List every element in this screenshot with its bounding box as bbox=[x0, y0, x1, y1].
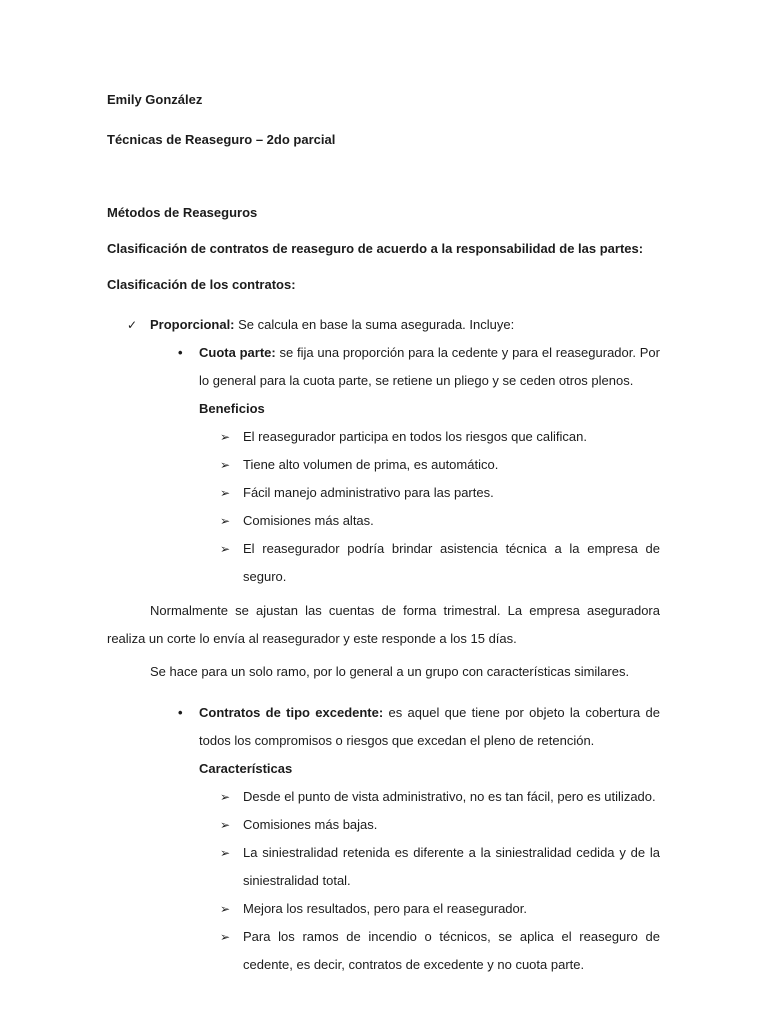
benefit-item bbox=[107, 423, 660, 451]
list-item-text bbox=[199, 339, 660, 395]
document-content bbox=[107, 86, 660, 979]
heading-classification: Clasificación de contratos de reaseguro de acuerdo a la responsabilidad de las partes: bbox=[107, 241, 644, 256]
characteristic-text: La siniestralidad retenida es diferente a la siniestralidad cedida y de la siniestralidad total. bbox=[243, 845, 660, 888]
benefit-text: Fácil manejo administrativo para las partes. bbox=[243, 485, 494, 500]
heading-methods: Métodos de Reaseguros bbox=[107, 205, 258, 220]
arrow-bullet-icon: ➢ bbox=[220, 458, 231, 472]
checkmark-icon: ✓ bbox=[127, 318, 138, 332]
benefit-text: El reasegurador participa en todos los riesgos que califican. bbox=[243, 429, 587, 444]
benefit-text: El reasegurador podría brindar asistencia técnica a la empresa de seguro. bbox=[243, 541, 660, 584]
bullet-icon: • bbox=[178, 345, 183, 360]
benefit-item bbox=[107, 479, 660, 507]
benefit-text: Comisiones más altas. bbox=[243, 513, 374, 528]
arrow-bullet-icon: ➢ bbox=[220, 542, 231, 556]
arrow-bullet-icon: ➢ bbox=[220, 902, 231, 916]
cuota-parte-text: se fija una proporción para la cedente y para el reasegurador. Por lo general para la cuota parte, se retiene un pliego y se ceden otros plenos. bbox=[199, 345, 660, 388]
list-item-cuota-parte bbox=[107, 339, 660, 395]
arrow-bullet-icon: ➢ bbox=[220, 790, 231, 804]
arrow-bullet-icon: ➢ bbox=[220, 930, 231, 944]
characteristic-text: Para los ramos de incendio o técnicos, se aplica el reaseguro de cedente, es decir, contratos de excedente y no cuota parte. bbox=[243, 929, 660, 972]
list-item-proporcional bbox=[107, 311, 660, 339]
characteristics-heading: Características bbox=[199, 761, 293, 776]
characteristic-item bbox=[107, 783, 660, 811]
characteristic-text: Comisiones más bajas. bbox=[243, 817, 378, 832]
benefit-item bbox=[107, 507, 660, 535]
characteristic-item bbox=[107, 923, 660, 979]
proporcional-label: Proporcional: bbox=[150, 317, 235, 332]
excedente-text: es aquel que tiene por objeto la cobertura de todos los compromisos o riesgos que excedan el pleno de retención. bbox=[199, 705, 660, 748]
proporcional-text: Se calcula en base la suma asegurada. Incluye: bbox=[238, 317, 515, 332]
excedente-label: Contratos de tipo excedente: bbox=[199, 705, 384, 720]
arrow-bullet-icon: ➢ bbox=[220, 486, 231, 500]
list-item-excedente bbox=[107, 699, 660, 755]
list-item-text bbox=[150, 311, 660, 339]
author-name: Emily González bbox=[107, 92, 203, 107]
paragraph-ramo: Se hace para un solo ramo, por lo general a un grupo con características similares. bbox=[150, 664, 630, 679]
characteristic-item bbox=[107, 895, 660, 923]
subheading-contracts: Clasificación de los contratos: bbox=[107, 277, 296, 292]
document-title: Técnicas de Reaseguro – 2do parcial bbox=[107, 132, 336, 147]
characteristic-item bbox=[107, 839, 660, 895]
characteristic-text: Desde el punto de vista administrativo, no es tan fácil, pero es utilizado. bbox=[243, 789, 656, 804]
benefit-item bbox=[107, 535, 660, 591]
arrow-bullet-icon: ➢ bbox=[220, 818, 231, 832]
cuota-parte-label: Cuota parte: bbox=[199, 345, 276, 360]
paragraph-trimestral: Normalmente se ajustan las cuentas de forma trimestral. La empresa aseguradora realiza un corte lo envía al reasegurador y este responde a los 15 días. bbox=[107, 603, 660, 646]
benefits-heading: Beneficios bbox=[199, 401, 265, 416]
bullet-icon: • bbox=[178, 705, 183, 720]
characteristic-text: Mejora los resultados, pero para el reasegurador. bbox=[243, 901, 527, 916]
benefit-item bbox=[107, 451, 660, 479]
characteristic-item bbox=[107, 811, 660, 839]
list-item-text bbox=[199, 699, 660, 755]
arrow-bullet-icon: ➢ bbox=[220, 430, 231, 444]
arrow-bullet-icon: ➢ bbox=[220, 846, 231, 860]
arrow-bullet-icon: ➢ bbox=[220, 514, 231, 528]
benefit-text: Tiene alto volumen de prima, es automático. bbox=[243, 457, 499, 472]
